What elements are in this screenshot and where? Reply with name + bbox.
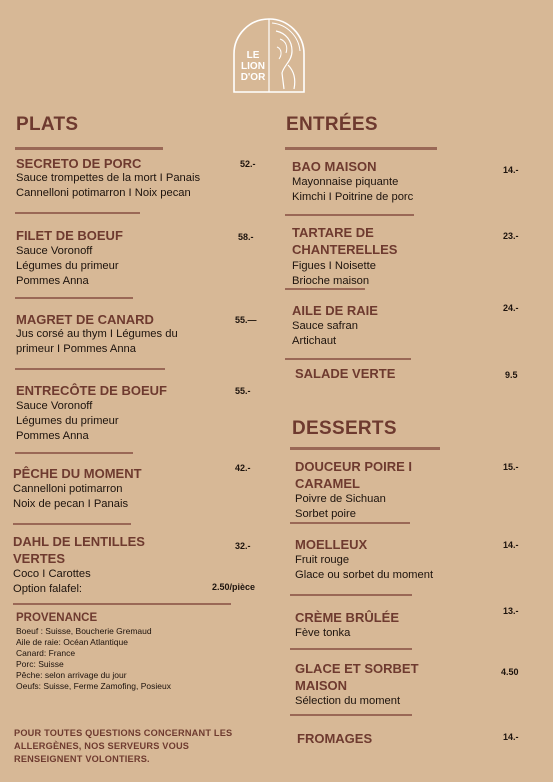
item-divider — [13, 603, 231, 605]
item-name: CRÈME BRÛLÉE — [295, 610, 400, 625]
item-name-line1: DAHL DE LENTILLES — [13, 534, 145, 549]
provenance-line: Boeuf : Suisse, Boucherie Gremaud — [16, 626, 152, 636]
logo-text-le: LE — [246, 50, 260, 61]
item-desc-3: Pommes Anna — [16, 430, 89, 442]
item-desc-2: Brioche maison — [292, 275, 370, 287]
item-price: 4.50 — [501, 667, 519, 677]
item-desc-3: Pommes Anna — [16, 275, 89, 287]
item-desc-2: Kimchi I Poitrine de porc — [292, 191, 414, 203]
item-divider — [15, 212, 140, 214]
item-name: ENTRECÔTE DE BOEUF — [16, 383, 167, 398]
item-divider — [290, 648, 412, 650]
item-price: 24.- — [503, 303, 519, 313]
item-name: MAGRET DE CANARD — [16, 312, 154, 327]
item-desc-2: primeur I Pommes Anna — [16, 343, 137, 355]
logo-text-dor: D'OR — [240, 72, 266, 83]
item-desc-1: Jus corsé au thym I Légumes du — [16, 328, 178, 340]
item-divider — [285, 358, 411, 360]
item-name-line1: DOUCEUR POIRE I — [295, 459, 413, 474]
allergens-line: RENSEIGNENT VOLONTIERS. — [14, 754, 150, 764]
item-price: 52.- — [240, 159, 256, 169]
item-name: BAO MAISON — [292, 159, 377, 174]
desserts-divider — [290, 447, 440, 450]
item-name: MOELLEUX — [295, 537, 368, 552]
item-desc-1: Poivre de Sichuan — [295, 493, 386, 505]
item-name-line1: TARTARE DE — [292, 225, 374, 240]
item-price: 14.- — [503, 165, 519, 175]
provenance-line: Canard: France — [16, 648, 76, 658]
item-price: 58.- — [238, 232, 254, 242]
restaurant-logo — [232, 17, 306, 93]
allergens-line: ALLERGÈNES, NOS SERVEURS VOUS — [14, 741, 190, 751]
item-price: 55.— — [235, 315, 257, 325]
provenance-line: Porc: Suisse — [16, 659, 64, 669]
item-desc-2: Cannelloni potimarron I Noix pecan — [16, 187, 191, 199]
item-price: 14.- — [503, 732, 519, 742]
allergens-line: POUR TOUTES QUESTIONS CONCERNANT LES — [14, 728, 233, 738]
item-name: FROMAGES — [297, 731, 373, 746]
logo-text-lion: LION — [241, 61, 265, 72]
item-divider — [13, 523, 131, 525]
provenance-line: Aile de raie: Océan Atlantique — [16, 637, 128, 647]
desserts-heading: DESSERTS — [292, 418, 397, 439]
item-desc-1: Figues I Noisette — [292, 260, 376, 272]
item-name-line2: MAISON — [295, 678, 347, 693]
entrees-heading: ENTRÉES — [286, 114, 378, 135]
item-price: 14.- — [503, 540, 519, 550]
item-desc-2: Option falafel: — [13, 583, 83, 595]
item-price: 13.- — [503, 606, 519, 616]
item-desc-1: Sauce trompettes de la mort I Panais — [16, 172, 201, 184]
plats-divider — [15, 147, 163, 150]
item-desc-1: Fève tonka — [295, 627, 351, 639]
item-divider — [290, 714, 412, 716]
item-name: SECRETO DE PORC — [16, 156, 142, 171]
provenance-line: Pêche: selon arrivage du jour — [16, 670, 127, 680]
item-name-line2: CHANTERELLES — [292, 242, 398, 257]
item-name: FILET DE BOEUF — [16, 228, 123, 243]
provenance-title: PROVENANCE — [16, 612, 98, 624]
item-desc-2: Légumes du primeur — [16, 415, 119, 427]
item-divider — [15, 297, 133, 299]
item-name-line1: GLACE ET SORBET — [295, 661, 419, 676]
item-desc-1: Cannelloni potimarron — [13, 483, 123, 495]
item-name: SALADE VERTE — [295, 366, 396, 381]
item-name-line2: CARAMEL — [295, 476, 360, 491]
item-price: 32.- — [235, 541, 251, 551]
provenance-line: Oeufs: Suisse, Ferme Zamofing, Posieux — [16, 681, 171, 691]
item-name: AILE DE RAIE — [292, 303, 378, 318]
item-desc-2: Glace ou sorbet du moment — [295, 569, 434, 581]
item-price: 9.5 — [505, 370, 518, 380]
item-desc-2: Noix de pecan I Panais — [13, 498, 129, 510]
item-price: 42.- — [235, 463, 251, 473]
item-divider — [15, 452, 133, 454]
item-desc-1: Coco I Carottes — [13, 568, 91, 580]
item-price: 15.- — [503, 462, 519, 472]
plats-heading: PLATS — [16, 114, 79, 135]
item-price: 55.- — [235, 386, 251, 396]
item-desc-1: Mayonnaise piquante — [292, 176, 399, 188]
item-divider — [290, 522, 410, 524]
item-divider — [285, 288, 365, 290]
item-divider — [290, 594, 412, 596]
item-price: 23.- — [503, 231, 519, 241]
falafel-price: 2.50/pièce — [212, 582, 256, 592]
item-desc-2: Artichaut — [292, 335, 337, 347]
item-desc-1: Sélection du moment — [295, 695, 401, 707]
item-desc-1: Sauce Voronoff — [16, 245, 93, 257]
item-name: PÊCHE DU MOMENT — [13, 466, 142, 481]
item-desc-1: Sauce Voronoff — [16, 400, 93, 412]
item-divider — [285, 214, 414, 216]
item-name-line2: VERTES — [13, 551, 66, 566]
entrees-divider — [285, 147, 437, 150]
item-desc-2: Sorbet poire — [295, 508, 356, 520]
item-divider — [15, 368, 165, 370]
item-desc-1: Sauce safran — [292, 320, 358, 332]
item-desc-1: Fruit rouge — [295, 554, 350, 566]
item-desc-2: Légumes du primeur — [16, 260, 119, 272]
